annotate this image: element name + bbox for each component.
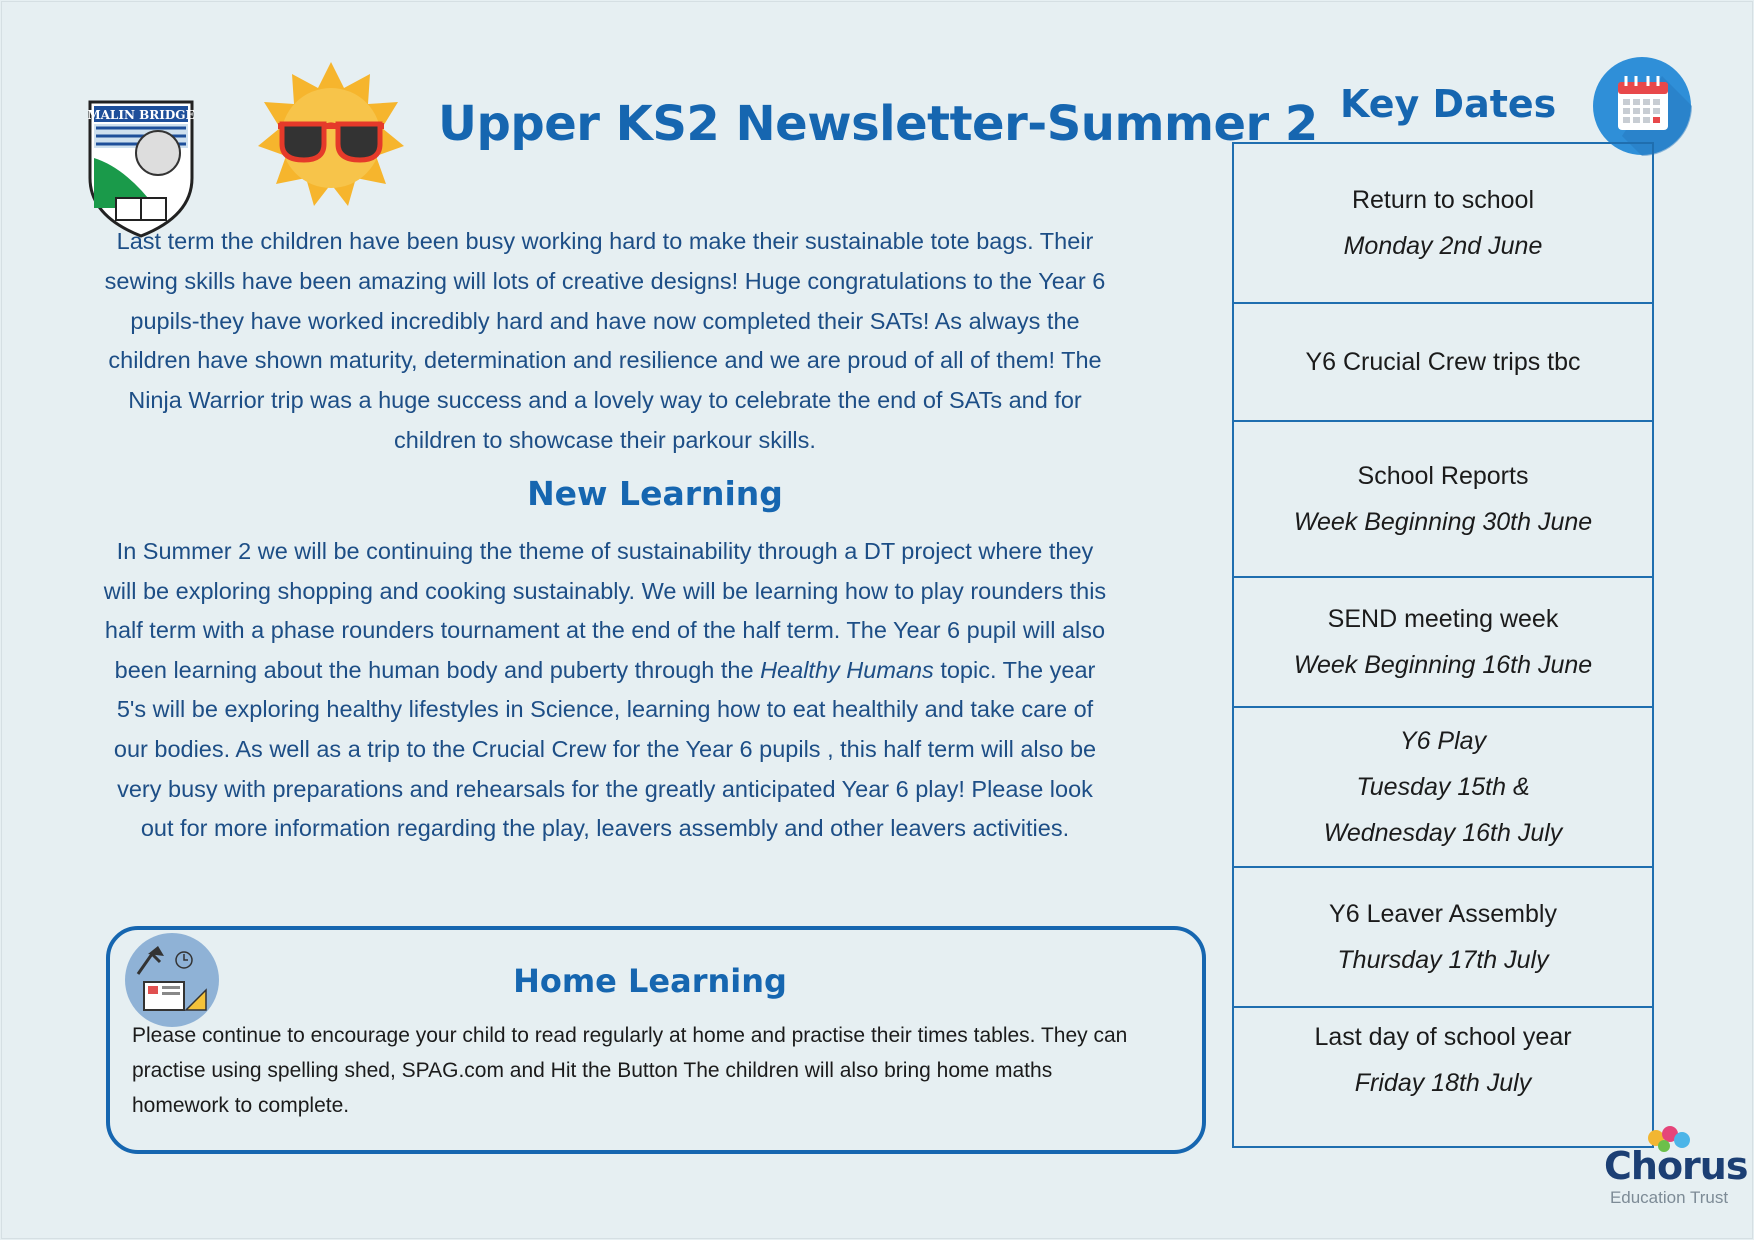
key-date-label: Last day of school year	[1314, 1023, 1572, 1051]
key-date-label: Y6 Leaver Assembly	[1329, 900, 1557, 928]
key-date-label: SEND meeting week	[1327, 605, 1559, 633]
key-date-row	[1234, 304, 1652, 422]
new-learning-text-emphasis: Healthy Humans	[760, 656, 934, 683]
key-date-row	[1234, 868, 1652, 1008]
key-date-row	[1234, 144, 1652, 304]
key-date-date: Week Beginning 30th June	[1293, 508, 1593, 536]
key-date-date-2: Wednesday 16th July	[1323, 819, 1563, 847]
new-learning-text-after: topic. The year 5's will be exploring healthy lifestyles in Science, learning how to eat healthily and take care of our bodies. As well as a trip to the Crucial Crew for the Year 6 pupils , this half term will also be very busy with preparations and rehearsals for the greatly anticipated Year 6 play! Please look out for more information regarding the play, leavers assembly and other leavers activities.	[113, 656, 1097, 842]
key-date-date: Friday 18th July	[1354, 1069, 1532, 1097]
key-date-date: Week Beginning 16th June	[1293, 651, 1593, 679]
key-date-label: Return to school	[1351, 186, 1535, 214]
intro-paragraph: Last term the children have been busy working hard to make their sustainable tote bags. Their sewing skills have been amazing will lots of creative designs! Huge congratulations to the Year 6 pupils-they have worked incredibly hard and have now completed their SATs! As always the children have shown maturity, determination and resilience and we are proud of all of them! The Ninja Warrior trip was a huge success and a lovely way to celebrate the end of SATs and for children to showcase their parkour skills.	[104, 228, 1106, 453]
key-date-row	[1234, 708, 1652, 868]
new-learning-paragraph	[100, 532, 1110, 849]
home-learning-paragraph: Please continue to encourage your child to read regularly at home and practise their times tables. They can practise using spelling shed, SPAG.com and Hit the Button The children will also bring home maths homework to complete.	[132, 1024, 1128, 1117]
study-desk-icon	[124, 932, 220, 1028]
calendar-icon	[1592, 56, 1692, 156]
school-crest-logo	[86, 98, 196, 238]
key-date-date: Tuesday 15th &	[1356, 773, 1530, 801]
chorus-logo-name: Chorus	[1604, 1144, 1748, 1188]
home-learning-heading: Home Learning	[513, 962, 787, 1000]
key-date-row	[1234, 422, 1652, 578]
key-date-label: School Reports	[1357, 462, 1529, 490]
key-dates-title: Key Dates	[1340, 82, 1557, 126]
new-learning-heading: New Learning	[527, 474, 783, 513]
key-date-label: Y6 Play	[1399, 727, 1487, 755]
key-date-row	[1234, 578, 1652, 708]
sun-sunglasses-icon	[256, 60, 406, 210]
key-date-date: Thursday 17th July	[1337, 946, 1549, 974]
key-date-label: Y6 Crucial Crew trips tbc	[1305, 348, 1581, 376]
key-date-date: Monday 2nd June	[1343, 232, 1543, 260]
chorus-logo-subtitle: Education Trust	[1609, 1188, 1729, 1207]
new-learning-text-before: In Summer 2 we will be continuing the theme of sustainability through a DT project where they will be exploring shopping and cooking sustainably. We will be learning how to play rounders this half term with a phase rounders tournament at the end of the half term. The Year 6 pupil will also been learning about the human body and puberty through the	[103, 538, 1107, 683]
page-title: Upper KS2 Newsletter-Summer 2	[438, 96, 1318, 152]
key-dates-table	[1232, 142, 1654, 1148]
key-date-row	[1234, 1008, 1652, 1146]
crest-text: MALIN BRIDGE	[87, 108, 195, 122]
